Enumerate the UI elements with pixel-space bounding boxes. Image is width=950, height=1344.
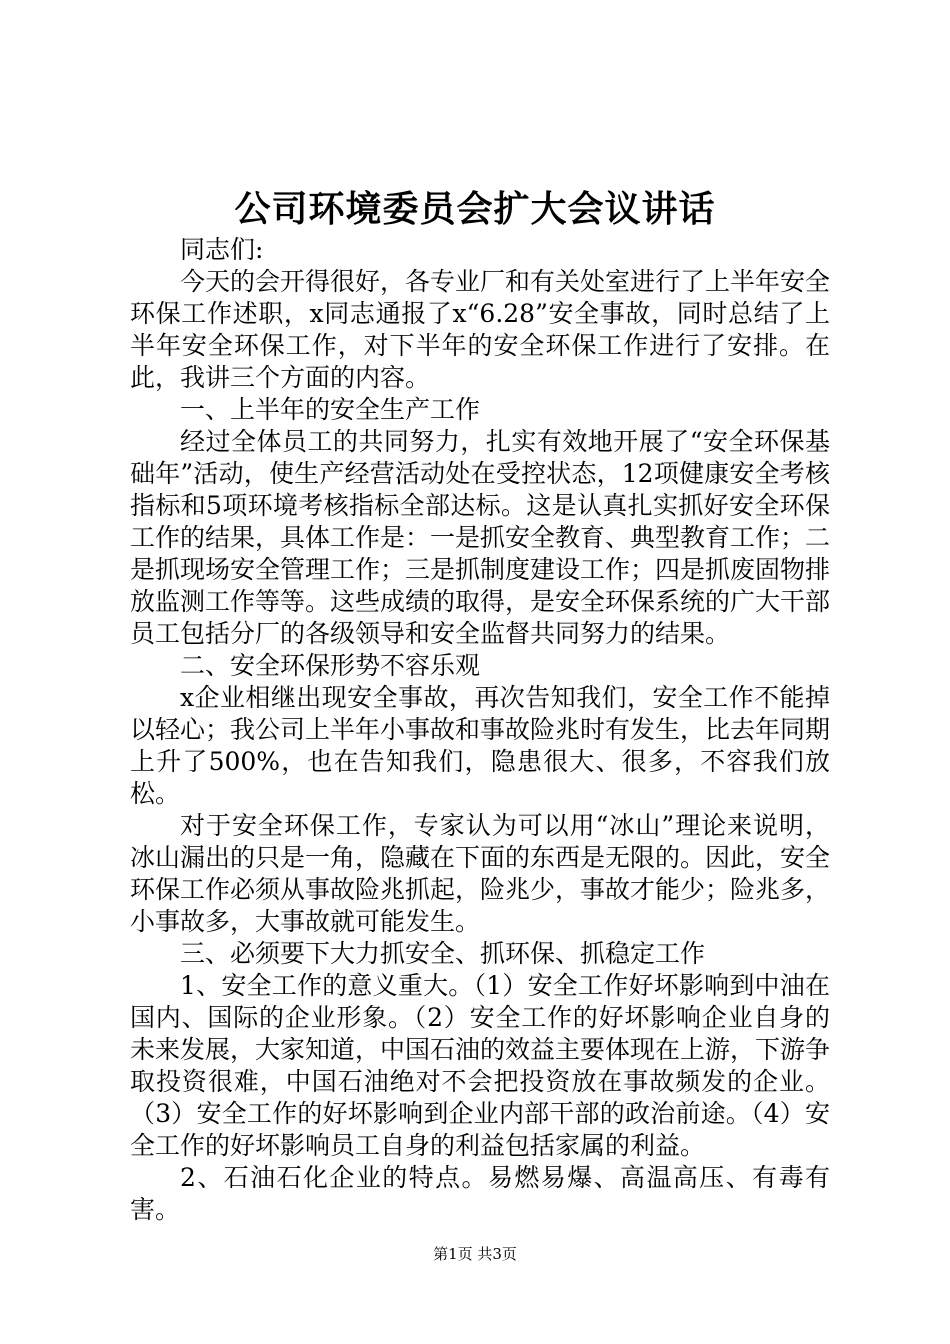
section-2-paragraph-1: x企业相继出现安全事故，再次告知我们，安全工作不能掉以轻心；我公司上半年小事故和事故险兆时有发生，比去年同期上升了500%，也在告知我们，隐患很大、很多，不容我们放松。 [130, 683, 831, 808]
section-heading-3: 三、必须要下大力抓安全、抓环保、抓稳定工作 [180, 939, 706, 968]
page-number-footer: 第1页 共3页 [433, 1245, 517, 1263]
section-heading-1: 一、上半年的安全生产工作 [180, 395, 481, 424]
section-heading-2: 二、安全环保形势不容乐观 [180, 651, 481, 680]
opening-paragraph: 今天的会开得很好，各专业厂和有关处室进行了上半年安全环保工作述职，x同志通报了x“6.28”安全事故，同时总结了上半年安全环保工作，对下半年的安全环保工作进行了安排。在此，我讲三个方面的内容。 [130, 267, 831, 392]
section-3-point-2: 2、石油石化企业的特点。易燃易爆、高温高压、有毒有害。 [130, 1163, 830, 1224]
section-1-paragraph: 经过全体员工的共同努力，扎实有效地开展了“安全环保基础年”活动，使生产经营活动处在受控状态，12项健康安全考核指标和5项环境考核指标全部达标。这是认真扎实抓好安全环保工作的结果，具体工作是：一是抓安全教育、典型教育工作；二是抓现场安全管理工作；三是抓制度建设工作；四是抓废固物排放监测工作等等。这些成绩的取得，是安全环保系统的广大干部员工包括分厂的各级领导和安全监督共同努力的结果。 [130, 427, 831, 648]
salutation: 同志们: [180, 235, 264, 264]
section-2-paragraph-2: 对于安全环保工作，专家认为可以用“冰山”理论来说明，冰山漏出的只是一角，隐藏在下面的东西是无限的。因此，安全环保工作必须从事故险兆抓起，险兆少，事故才能少；险兆多，小事故多，大事故就可能发生。 [130, 811, 831, 936]
document-body [130, 234, 830, 1226]
document-title: 公司环境委员会扩大会议讲话 [234, 188, 716, 230]
section-3-point-1: 1、安全工作的意义重大。（1）安全工作好坏影响到中油在国内、国际的企业形象。（2）安全工作的好坏影响企业自身的未来发展，大家知道，中国石油的效益主要体现在上游，下游争取投资很难，中国石油绝对不会把投资放在事故频发的企业。（3）安全工作的好坏影响到企业内部干部的政治前途。（4）安全工作的好坏影响员工自身的利益包括家属的利益。 [130, 971, 831, 1160]
